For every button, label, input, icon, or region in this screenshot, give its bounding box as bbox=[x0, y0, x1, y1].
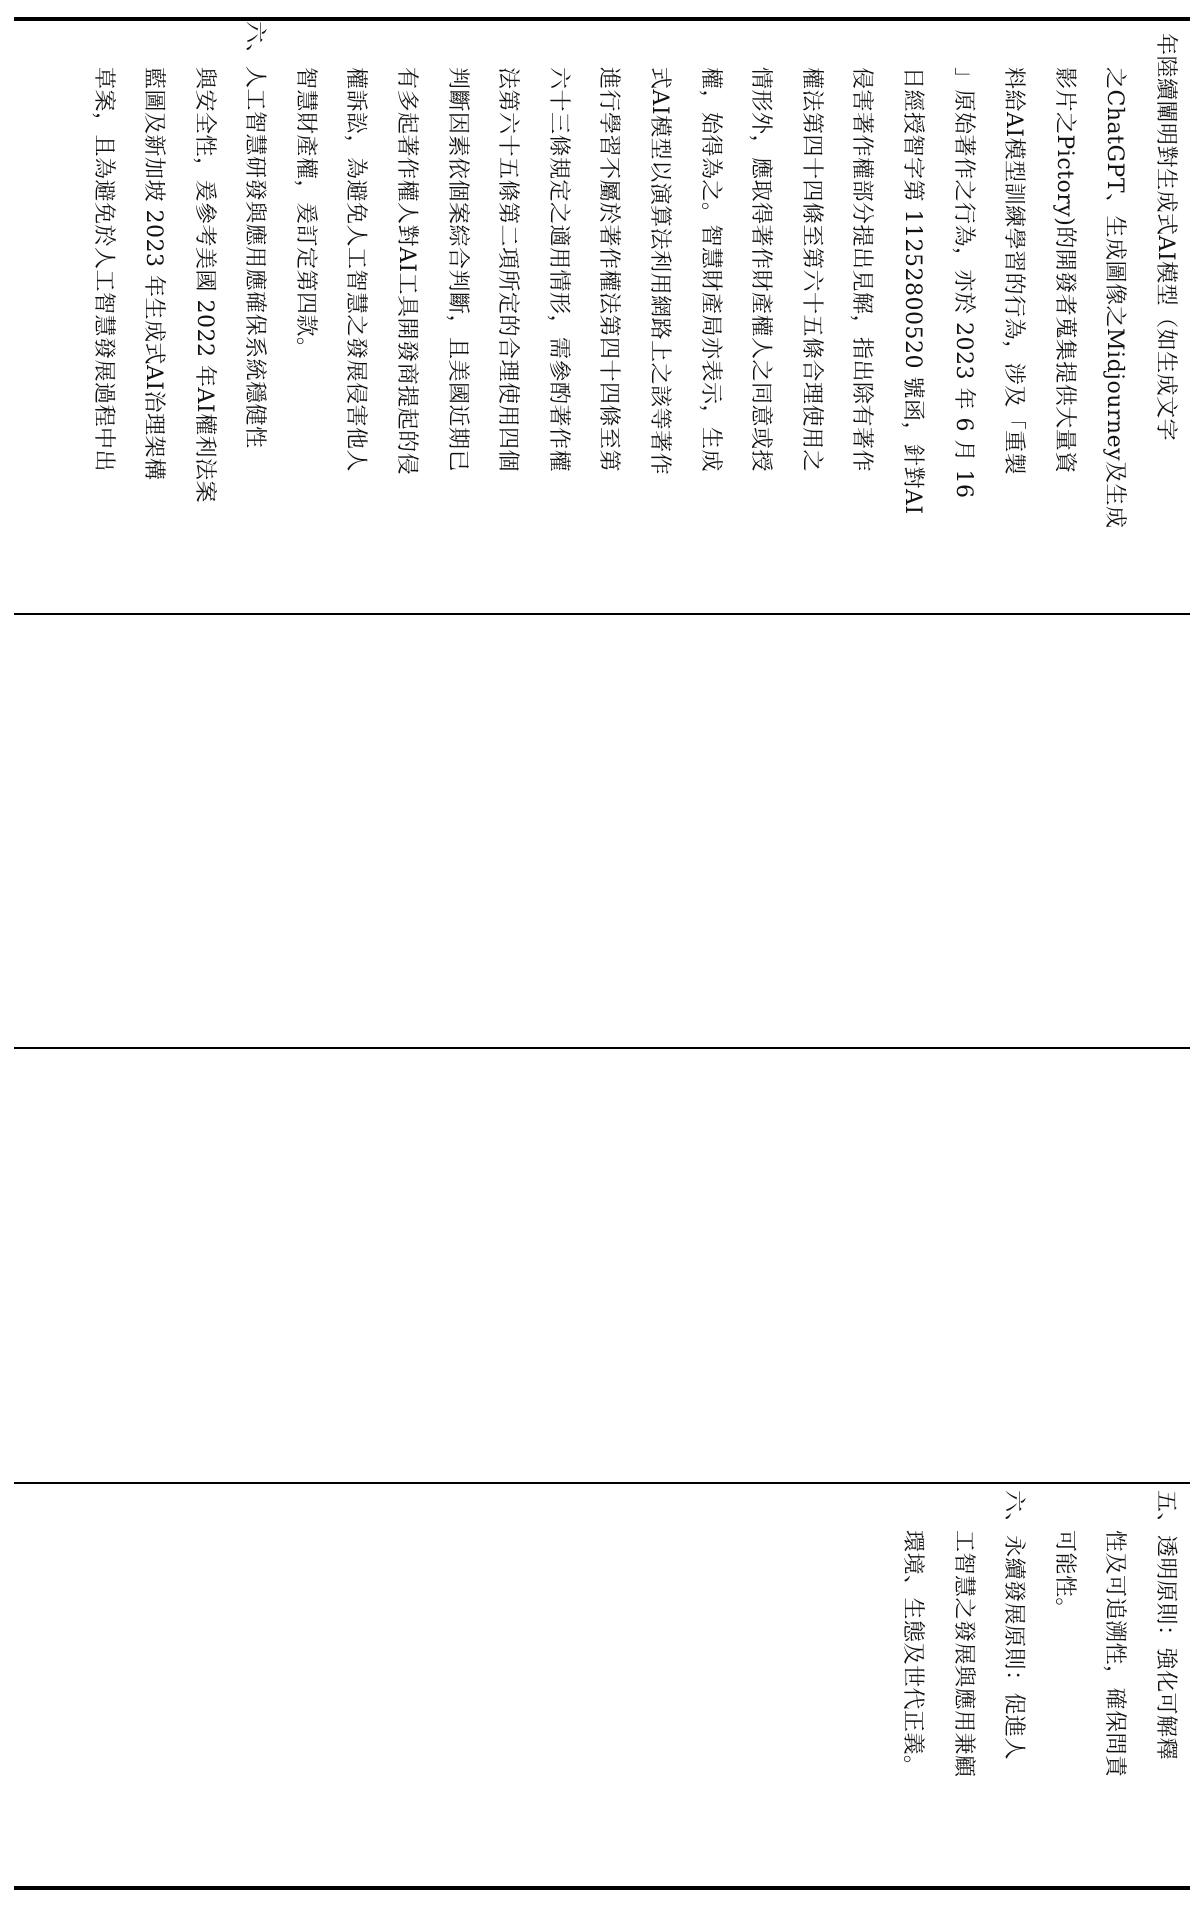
text-line: 六、人工智慧研發與應用應確保系統穩健性 bbox=[242, 21, 268, 449]
text-line: 五、透明原則：強化可解釋 bbox=[1153, 1490, 1178, 1761]
text-line: 」原始著作之行為，亦於 2023 年 6 月 16 bbox=[950, 67, 976, 499]
text-line: 進行學習不屬於著作權法第四十四條至第 bbox=[596, 67, 622, 473]
text-line: 法第六十五條第二項所定的合理使用四個 bbox=[495, 67, 521, 473]
text-line: 性及可追溯性，確保問責 bbox=[1102, 1530, 1128, 1778]
text-line: 判斷因素依個案綜合判斷，且美國近期已 bbox=[444, 67, 470, 473]
text-line: 有多起著作權人對AI工具開發商提起的侵 bbox=[394, 67, 420, 476]
text-line: 六、永續發展原則：促進人 bbox=[1001, 1490, 1027, 1761]
text-line: 藍圖及新加坡 2023 年生成式AI治理架構 bbox=[141, 67, 167, 481]
table-bottom-border bbox=[14, 1886, 1190, 1890]
text-line: 影片之Pictory)的開發者蒐集提供大量資 bbox=[1051, 67, 1077, 474]
text-line: 情形外，應取得著作財產權人之同意或授 bbox=[748, 67, 774, 473]
text-line: 權法第四十四條至第六十五條合理使用之 bbox=[798, 67, 824, 473]
text-line: 料給AI模型訓練學習的行為，涉及「重製 bbox=[1001, 67, 1027, 476]
principles-cell bbox=[14, 1484, 1190, 1886]
text-line: 日經授智字第 11252800520 號函，針對AI bbox=[900, 67, 926, 515]
text-line: 環境、生態及世代正義。 bbox=[900, 1530, 926, 1778]
text-line: 草案，且為避免於人工智慧發展過程中出 bbox=[90, 67, 116, 473]
text-line: 權訴訟，為避免人工智慧之發展侵害他人 bbox=[343, 67, 369, 473]
text-line: 年陸續闡明對生成式AI模型（如生成文字 bbox=[1153, 33, 1178, 442]
text-line: 六十三條規定之適用情形，需參酌著作權 bbox=[545, 67, 571, 473]
empty-cell-1 bbox=[14, 615, 1190, 1047]
text-line: 之ChatGPT、生成圖像之Midjourney及生成 bbox=[1102, 67, 1128, 529]
text-line: 侵害著作權部分提出見解，指出除有著作 bbox=[849, 67, 875, 473]
text-line: 工智慧之發展與應用兼顧 bbox=[950, 1530, 976, 1778]
text-line: 智慧財產權，爰訂定第四款。 bbox=[292, 67, 318, 360]
text-line: 與安全性，爰參考美國 2022 年AI權利法案 bbox=[191, 67, 217, 504]
empty-cell-2 bbox=[14, 1049, 1190, 1482]
explanation-cell bbox=[14, 21, 1190, 613]
text-line: 可能性。 bbox=[1051, 1530, 1077, 1621]
text-line: 權，始得為之。智慧財產局亦表示，生成 bbox=[697, 67, 723, 473]
text-line: 式AI模型以演算法利用網路上之該等著作 bbox=[647, 67, 673, 476]
